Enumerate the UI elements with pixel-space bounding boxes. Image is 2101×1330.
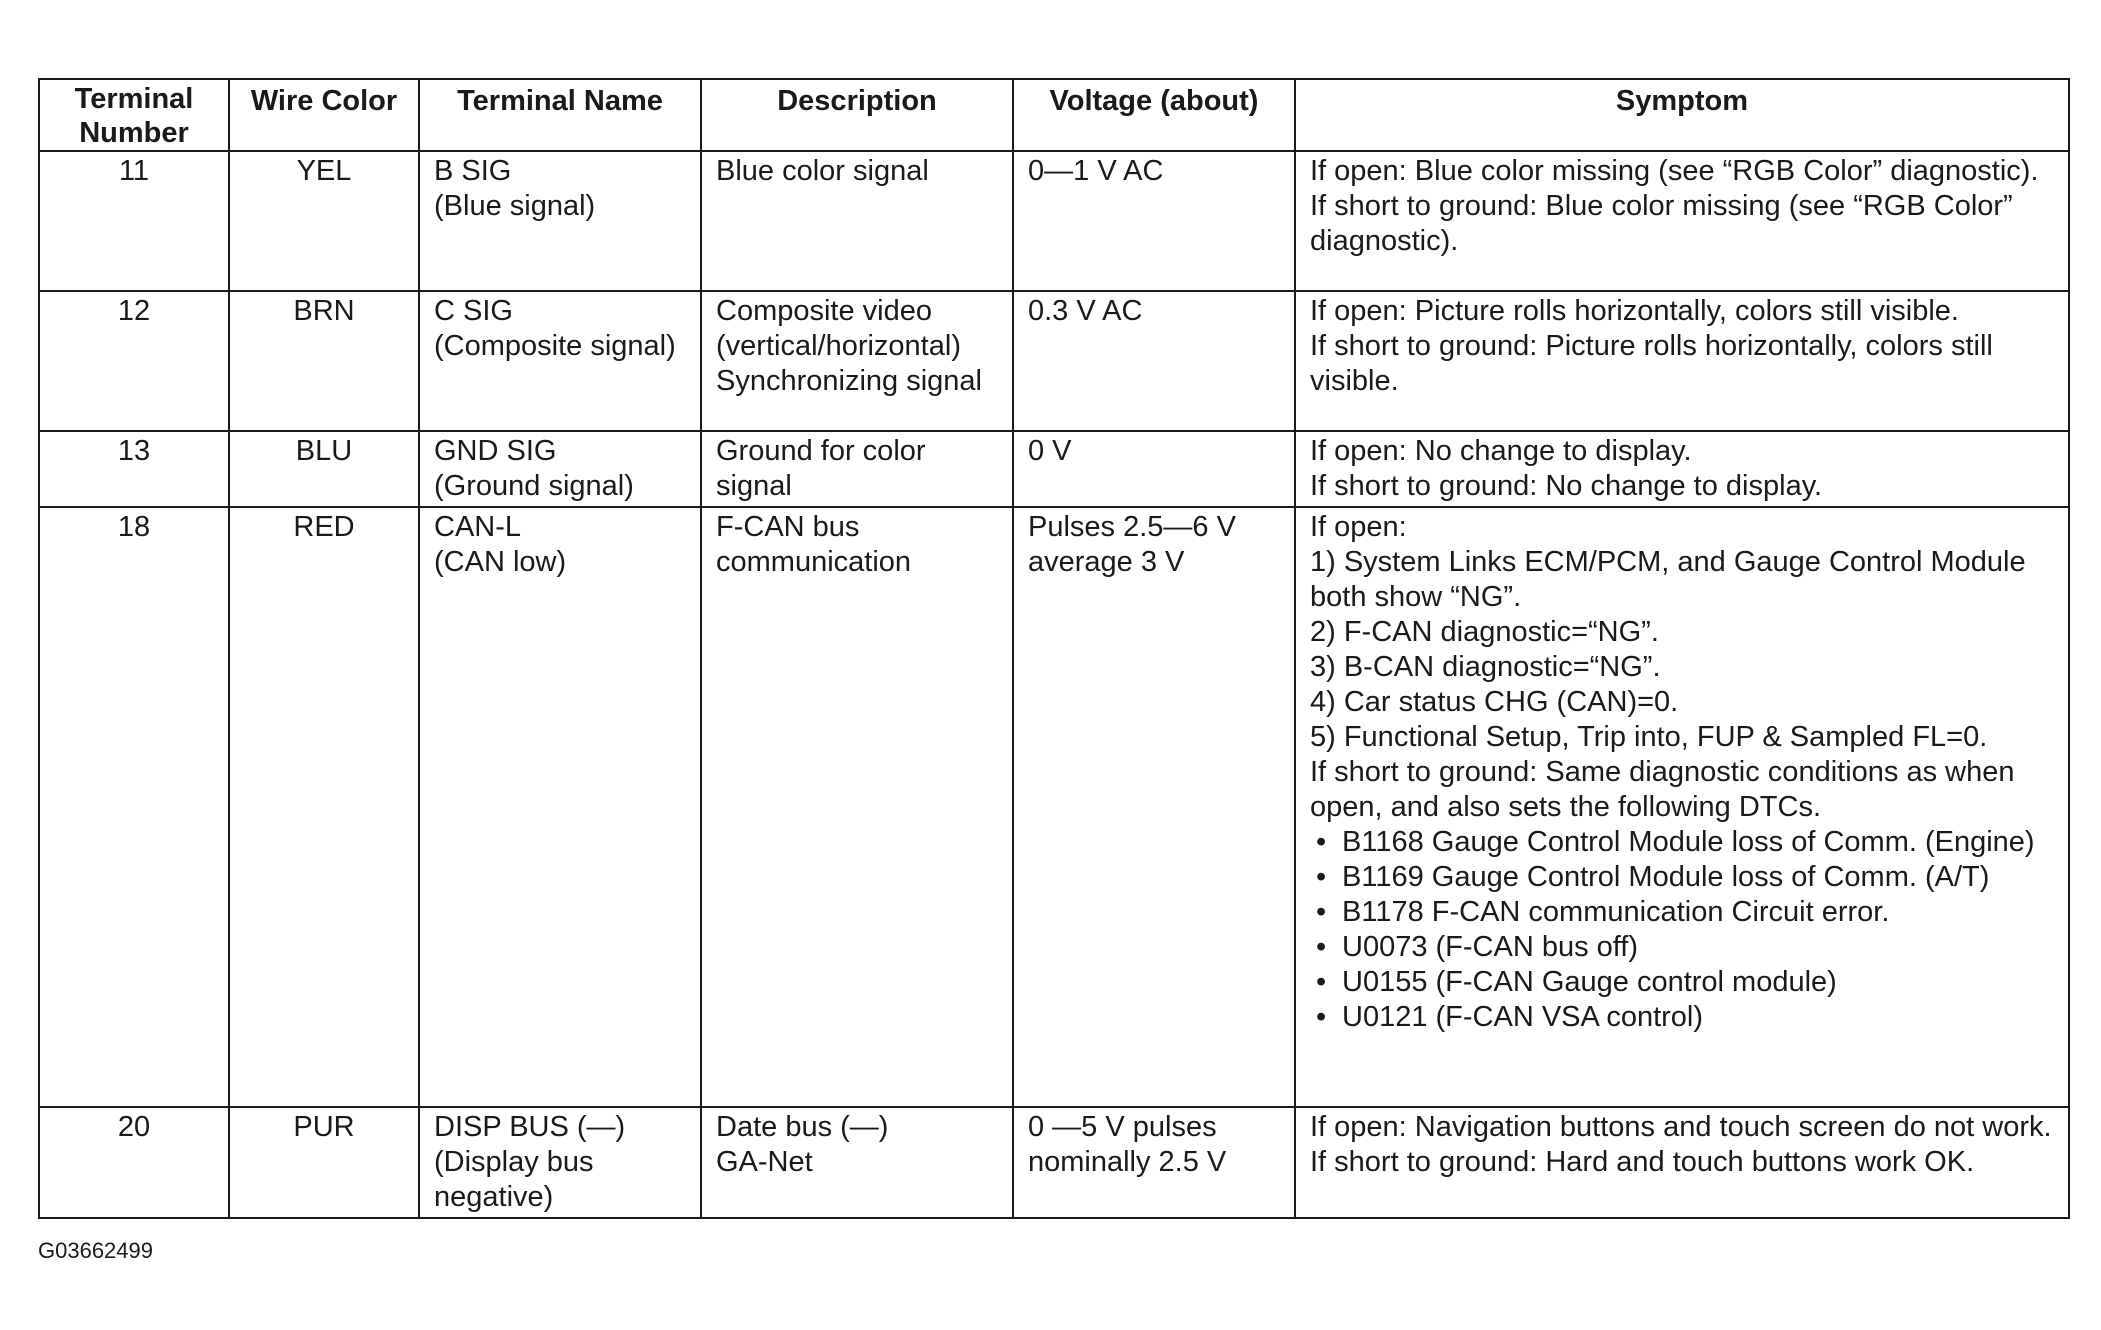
header-description: Description — [701, 79, 1013, 151]
description-cell: Date bus (—) GA-Net — [701, 1107, 1013, 1218]
symptom-line: If short to ground: Picture rolls horizontally, colors still visible. — [1310, 330, 1993, 397]
bullet-icon: • — [1316, 896, 1327, 928]
header-symptom: Symptom — [1295, 79, 2069, 151]
symptom-cell — [1295, 1107, 2069, 1218]
terminal-name-cell: GND SIG (Ground signal) — [419, 431, 701, 507]
symptom-line: If short to ground: No change to display. — [1310, 470, 1823, 502]
voltage-cell: 0 —5 V pulses nominally 2.5 V — [1013, 1107, 1295, 1218]
wire-color-cell: YEL — [229, 151, 419, 291]
symptom-line: If short to ground: Same diagnostic conditions as when open, and also sets the following DTCs. — [1310, 756, 2015, 823]
terminal-table — [38, 78, 2070, 1219]
table-body — [39, 151, 2069, 1218]
wire-color-cell: RED — [229, 507, 419, 1107]
description-cell: Ground for color signal — [701, 431, 1013, 507]
symptom-line: If open: No change to display. — [1310, 435, 1692, 467]
wire-color-cell: BRN — [229, 291, 419, 431]
terminal-name-cell: DISP BUS (—) (Display bus negative) — [419, 1107, 701, 1218]
table-row — [39, 1107, 2069, 1218]
bullet-icon: • — [1316, 826, 1327, 858]
terminal-name-cell: C SIG (Composite signal) — [419, 291, 701, 431]
terminal-number-cell: 11 — [39, 151, 229, 291]
symptom-cell — [1295, 431, 2069, 507]
dtc-text: B1168 Gauge Control Module loss of Comm. (Engine) — [1342, 826, 2035, 858]
terminal-number-cell: 13 — [39, 431, 229, 507]
symptom-cell — [1295, 291, 2069, 431]
description-cell: Composite video (vertical/horizontal) Synchronizing signal — [701, 291, 1013, 431]
dtc-text: U0121 (F-CAN VSA control) — [1342, 1001, 1704, 1033]
table-row — [39, 507, 2069, 1107]
wire-color-cell: BLU — [229, 431, 419, 507]
header-terminal-number: Terminal Number — [39, 79, 229, 151]
symptom-line: If short to ground: Blue color missing (see “RGB Color” diagnostic). — [1310, 190, 2013, 257]
dtc-list-item — [1310, 860, 2054, 895]
header-voltage: Voltage (about) — [1013, 79, 1295, 151]
dtc-list-item — [1310, 965, 2054, 1000]
symptom-cell — [1295, 151, 2069, 291]
symptom-cell — [1295, 507, 2069, 1107]
dtc-list-item — [1310, 1000, 2054, 1035]
bullet-icon: • — [1316, 1001, 1327, 1033]
bullet-icon: • — [1316, 861, 1327, 893]
table-row — [39, 431, 2069, 507]
description-cell: Blue color signal — [701, 151, 1013, 291]
dtc-list-item — [1310, 895, 2054, 930]
dtc-text: B1178 F-CAN communication Circuit error. — [1342, 896, 1890, 928]
symptom-line: 1) System Links ECM/PCM, and Gauge Control Module both show “NG”. — [1310, 546, 2026, 613]
dtc-list-item — [1310, 825, 2054, 860]
symptom-line: 2) F-CAN diagnostic=“NG”. — [1310, 616, 1659, 648]
dtc-list-item — [1310, 930, 2054, 965]
header-terminal-name: Terminal Name — [419, 79, 701, 151]
dtc-text: U0155 (F-CAN Gauge control module) — [1342, 966, 1837, 998]
dtc-text: U0073 (F-CAN bus off) — [1342, 931, 1639, 963]
table-row — [39, 291, 2069, 431]
header-wire-color: Wire Color — [229, 79, 419, 151]
symptom-line: 5) Functional Setup, Trip into, FUP & Sampled FL=0. — [1310, 721, 1988, 753]
symptom-line: If open: Picture rolls horizontally, colors still visible. — [1310, 295, 1959, 327]
terminal-number-cell: 12 — [39, 291, 229, 431]
symptom-line: If short to ground: Hard and touch buttons work OK. — [1310, 1146, 1975, 1178]
table-header-row — [39, 79, 2069, 151]
voltage-cell: 0.3 V AC — [1013, 291, 1295, 431]
voltage-cell: 0 V — [1013, 431, 1295, 507]
symptom-line: If open: Blue color missing (see “RGB Color” diagnostic). — [1310, 155, 2039, 187]
symptom-line: If open: Navigation buttons and touch screen do not work. — [1310, 1111, 2052, 1143]
symptom-line: 3) B-CAN diagnostic=“NG”. — [1310, 651, 1661, 683]
table-row — [39, 151, 2069, 291]
bullet-icon: • — [1316, 931, 1327, 963]
bullet-icon: • — [1316, 966, 1327, 998]
dtc-text: B1169 Gauge Control Module loss of Comm. (A/T) — [1342, 861, 1990, 893]
symptom-line: If open: — [1310, 511, 1407, 543]
terminal-name-cell: CAN-L (CAN low) — [419, 507, 701, 1107]
symptom-line: 4) Car status CHG (CAN)=0. — [1310, 686, 1679, 718]
dtc-list — [1310, 825, 2054, 1035]
terminal-name-cell: B SIG (Blue signal) — [419, 151, 701, 291]
voltage-cell: 0—1 V AC — [1013, 151, 1295, 291]
terminal-number-cell: 20 — [39, 1107, 229, 1218]
description-cell: F-CAN bus communication — [701, 507, 1013, 1107]
voltage-cell: Pulses 2.5—6 V average 3 V — [1013, 507, 1295, 1107]
terminal-number-cell: 18 — [39, 507, 229, 1107]
wire-color-cell: PUR — [229, 1107, 419, 1218]
figure-id: G03662499 — [38, 1238, 153, 1263]
